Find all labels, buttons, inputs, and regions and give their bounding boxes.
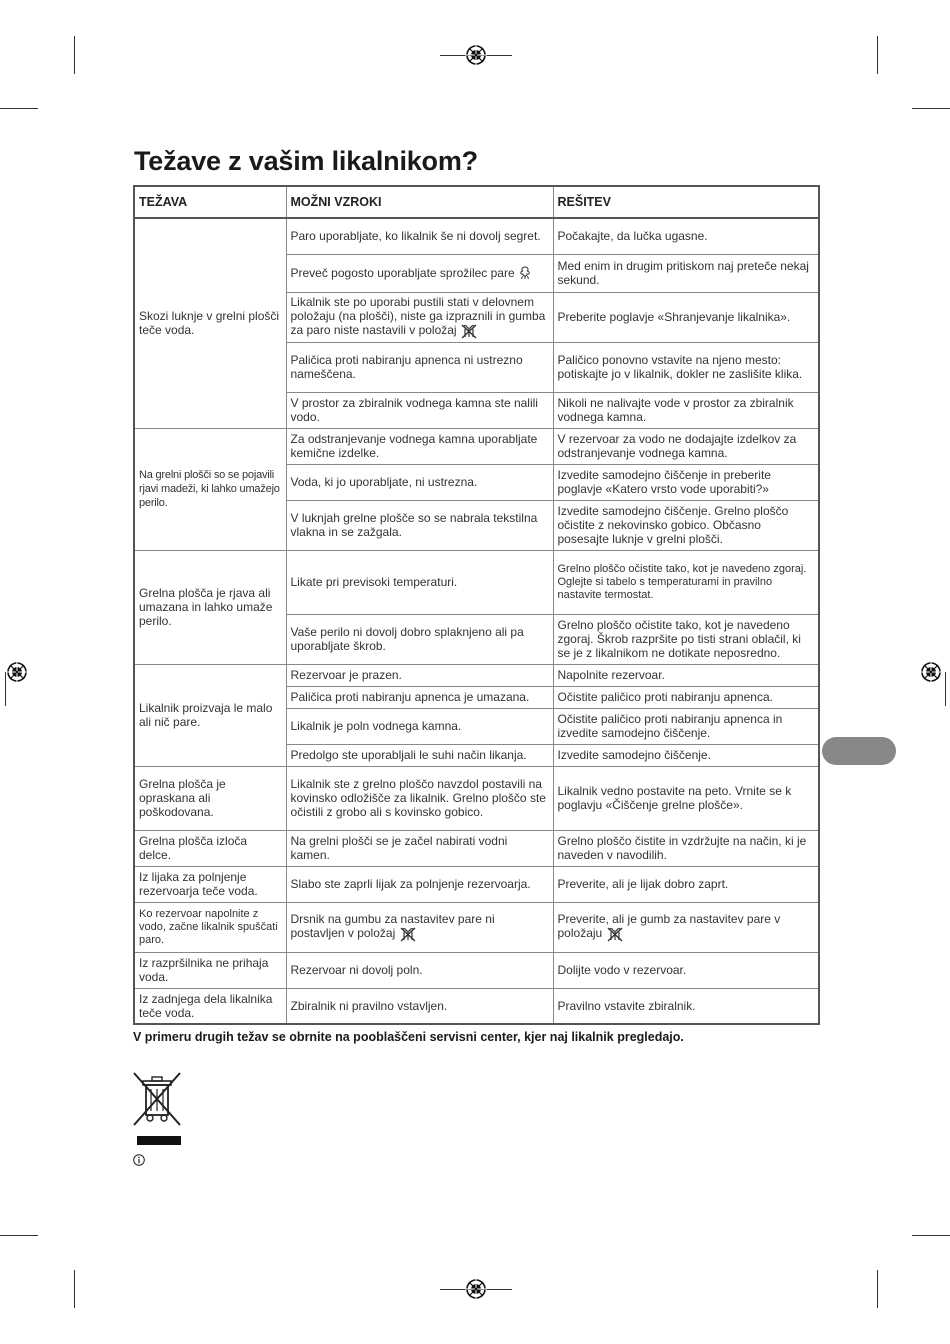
problem-cell: Likalnik proizvaja le malo ali nič pare. — [134, 664, 286, 766]
header-solution: REŠITEV — [553, 186, 819, 218]
table-row — [134, 550, 819, 614]
solution-cell: Pravilno vstavite zbiralnik. — [553, 988, 819, 1024]
troubleshooting-table — [133, 185, 820, 1025]
solution-cell: Izvedite samodejno čiščenje. Grelno ploščo očistite z nekovinsko gobico. Občasno posesajte luknje v grelni plošči. — [553, 500, 819, 550]
solution-cell — [553, 902, 819, 952]
no-steam-icon — [399, 926, 417, 942]
registration-mark-icon — [6, 661, 28, 683]
cause-cell — [286, 292, 553, 342]
problem-cell: Grelna plošča je rjava ali umazana in lahko umaže perilo. — [134, 550, 286, 664]
table-row — [134, 902, 819, 952]
solution-cell: Grelno ploščo očistite tako, kot je navedeno zgoraj. Oglejte si tabelo s temperaturami in pravilno nastavite termostat. — [553, 550, 819, 614]
cause-text: Drsnik na gumbu za nastavitev pare ni postavljen v položaj — [290, 912, 495, 941]
crop-mark — [912, 1235, 950, 1236]
footer-note: V primeru drugih težav se obrnite na pooblaščeni servisni center, kjer naj likalnik pregledajo. — [133, 1030, 684, 1044]
solution-cell: Paličico ponovno vstavite na njeno mesto: potiskajte jo v likalnik, dokler ne zaslišite klika. — [553, 342, 819, 392]
cause-cell: Paro uporabljate, ko likalnik še ni dovolj segret. — [286, 218, 553, 254]
solution-cell: Likalnik vedno postavite na peto. Vrnite se k poglavju «Čiščenje grelne plošče». — [553, 766, 819, 830]
crop-mark — [74, 1270, 75, 1308]
solution-cell: V rezervoar za vodo ne dodajajte izdelkov za odstranjevanje vodnega kamna. — [553, 428, 819, 464]
table-row — [134, 218, 819, 254]
problem-cell: Skozi luknje v grelni plošči teče voda. — [134, 218, 286, 428]
solution-cell: Očistite paličico proti nabiranju apnenca. — [553, 686, 819, 708]
solution-cell: Preverite, ali je lijak dobro zaprt. — [553, 866, 819, 902]
cause-cell: Za odstranjevanje vodnega kamna uporabljate kemične izdelke. — [286, 428, 553, 464]
cause-cell — [286, 902, 553, 952]
registration-mark-icon — [920, 661, 942, 683]
header-problem: TEŽAVA — [134, 186, 286, 218]
cause-cell: Na grelni plošči se je začel nabirati vodni kamen. — [286, 830, 553, 866]
steam-burst-icon — [518, 266, 532, 280]
cause-cell: Slabo ste zaprli lijak za polnjenje rezervoarja. — [286, 866, 553, 902]
solution-cell: Nikoli ne nalivajte vode v prostor za zbiralnik vodnega kamna. — [553, 392, 819, 428]
cause-cell: Likalnik ste z grelno ploščo navzdol postavili na kovinsko odložišče za likalnik. Grelno ploščo ste očistili z grobo ali s kovinsko gobico. — [286, 766, 553, 830]
no-steam-icon — [460, 323, 478, 339]
header-causes: MOŽNI VZROKI — [286, 186, 553, 218]
cause-cell: Paličica proti nabiranju apnenca ni ustrezno nameščena. — [286, 342, 553, 392]
solution-cell: Izvedite samodejno čiščenje in preberite poglavje «Katero vrsto vode uporabiti?» — [553, 464, 819, 500]
table-row — [134, 988, 819, 1024]
cause-text: Preveč pogosto uporabljate sprožilec pare — [290, 265, 515, 280]
solution-cell: Očistite paličico proti nabiranju apnenca in izvedite samodejno čiščenje. — [553, 708, 819, 744]
problem-cell: Ko rezervoar napolnite z vodo, začne likalnik spuščati paro. — [134, 902, 286, 952]
cause-cell: Paličica proti nabiranju apnenca je umazana. — [286, 686, 553, 708]
table-row — [134, 866, 819, 902]
problem-cell: Iz razpršilnika ne prihaja voda. — [134, 952, 286, 988]
crop-mark — [945, 672, 946, 706]
problem-cell: Grelna plošča izloča delce. — [134, 830, 286, 866]
cause-cell: Zbiralnik ni pravilno vstavljen. — [286, 988, 553, 1024]
cause-cell — [286, 254, 553, 292]
solution-cell: Izvedite samodejno čiščenje. — [553, 744, 819, 766]
table-row — [134, 664, 819, 686]
cause-cell: Vaše perilo ni dovolj dobro splaknjeno ali pa uporabljate škrob. — [286, 614, 553, 664]
crop-mark — [877, 1270, 878, 1308]
crop-mark — [912, 108, 950, 109]
crop-mark — [877, 36, 878, 74]
cause-cell: V prostor za zbiralnik vodnega kamna ste nalili vodo. — [286, 392, 553, 428]
solution-cell: Napolnite rezervoar. — [553, 664, 819, 686]
cause-text: Likalnik ste po uporabi pustili stati v delovnem položaju (na plošči), niste ga izpraznili in gumba za paro niste nastavili v položaj — [290, 295, 546, 338]
cause-cell: Likalnik je poln vodnega kamna. — [286, 708, 553, 744]
crop-mark — [74, 36, 75, 74]
cause-cell: Rezervoar je prazen. — [286, 664, 553, 686]
crop-mark — [0, 108, 38, 109]
problem-cell: Iz zadnjega dela likalnika teče voda. — [134, 988, 286, 1024]
solution-cell: Počakajte, da lučka ugasne. — [553, 218, 819, 254]
page-title: Težave z vašim likalnikom? — [134, 146, 478, 176]
registration-mark-icon — [465, 1278, 487, 1300]
cause-cell: Predolgo ste uporabljali le suhi način likanja. — [286, 744, 553, 766]
table-row — [134, 952, 819, 988]
table-row — [134, 830, 819, 866]
cause-cell: Likate pri previsoki temperaturi. — [286, 550, 553, 614]
crop-mark — [0, 1235, 38, 1236]
solution-cell: Med enim in drugim pritiskom naj preteče nekaj sekund. — [553, 254, 819, 292]
no-steam-icon — [606, 926, 624, 942]
table-row — [134, 766, 819, 830]
solution-cell: Grelno ploščo čistite in vzdržujte na način, ki je naveden v navodilih. — [553, 830, 819, 866]
info-icon — [133, 1151, 145, 1163]
language-tab-marker — [822, 737, 896, 765]
cause-cell: V luknjah grelne plošče so se nabrala tekstilna vlakna in se zažgala. — [286, 500, 553, 550]
solution-text: Preverite, ali je gumb za nastavitev pare v položaju — [557, 912, 781, 941]
solution-cell: Preberite poglavje «Shranjevanje likalnika». — [553, 292, 819, 342]
table-row — [134, 428, 819, 464]
problem-cell: Iz lijaka za polnjenje rezervoarja teče voda. — [134, 866, 286, 902]
table-header-row — [134, 186, 819, 218]
crossed-bin-icon — [131, 1071, 183, 1131]
registration-mark-icon — [465, 44, 487, 66]
solution-cell: Grelno ploščo očistite tako, kot je navedeno zgoraj. Škrob razpršite po tisti strani oblačil, ki se je z likalnikom ne dotikate neposredno. — [553, 614, 819, 664]
solution-cell: Dolijte vodo v rezervoar. — [553, 952, 819, 988]
cause-cell: Voda, ki jo uporabljate, ni ustrezna. — [286, 464, 553, 500]
problem-cell: Grelna plošča je opraskana ali poškodovana. — [134, 766, 286, 830]
problem-cell: Na grelni plošči so se pojavili rjavi madeži, ki lahko umažejo perilo. — [134, 428, 286, 550]
cause-cell: Rezervoar ni dovolj poln. — [286, 952, 553, 988]
weee-bar — [137, 1136, 181, 1145]
